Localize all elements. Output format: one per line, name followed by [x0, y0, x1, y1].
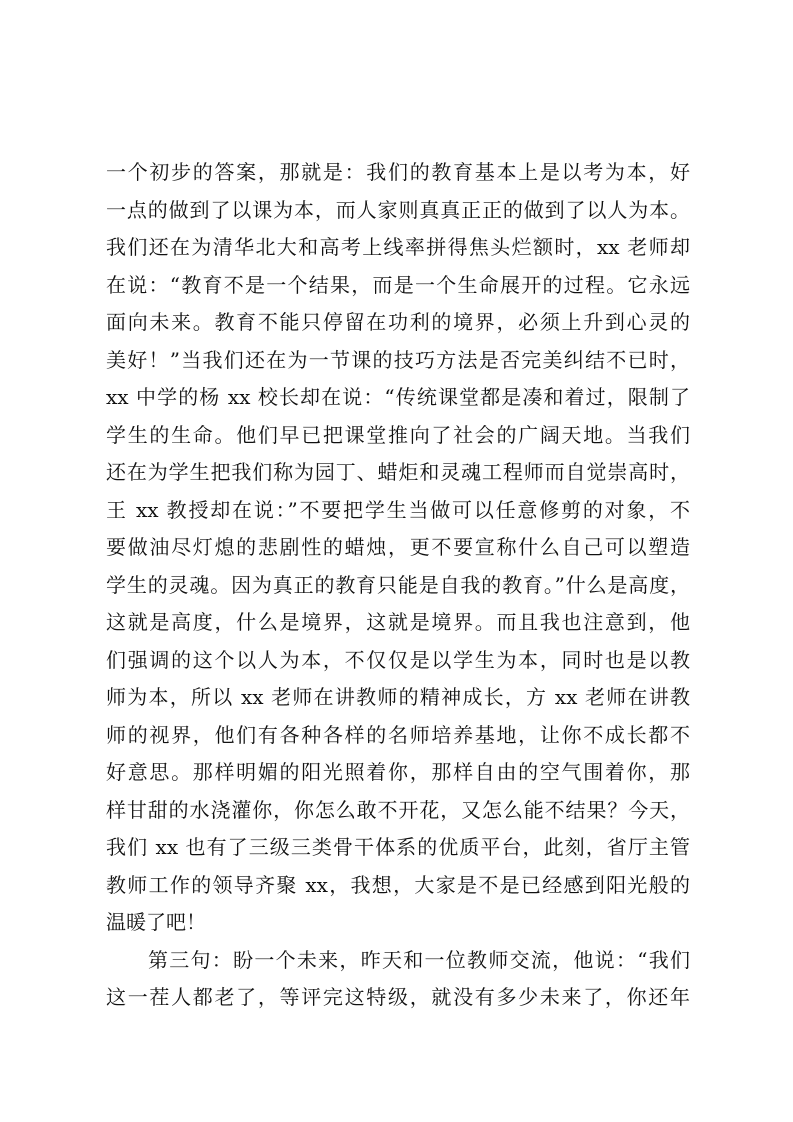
text-line: 还在为学生把我们称为园丁、蜡炬和灵魂工程师而自觉崇高时，	[106, 460, 690, 484]
text-line: 们强调的这个以人为本，不仅仅是以学生为本，同时也是以教	[106, 647, 690, 672]
paragraph-end-line: 温暖了吧！	[106, 910, 206, 934]
text-line: 学生的灵魂。因为真正的教育只能是自我的教育。”什么是高度，	[106, 572, 690, 597]
text-line: 师的视界，他们有各种各样的名师培养基地，让你不成长都不	[106, 722, 690, 747]
text-line: 要做油尽灯熄的悲剧性的蜡烛，更不要宣称什么自己可以塑造	[106, 535, 690, 559]
text-line: 一点的做到了以课为本，而人家则真真正正的做到了以人为本。	[106, 197, 690, 222]
text-line: 这就是高度，什么是境界，这就是境界。而且我也注意到，他	[106, 610, 690, 634]
text-line: 面向未来。教育不能只停留在功利的境界，必须上升到心灵的	[106, 310, 690, 334]
text-line: 美好！”当我们还在为一节课的技巧方法是否完美纠结不已时，	[106, 347, 690, 372]
text-line: 这一茬人都老了，等评完这特级，就没有多少未来了，你还年	[106, 985, 690, 1009]
text-line: 我们还在为清华北大和高考上线率拼得焦头烂额时，xx 老师却	[106, 235, 690, 259]
body-text	[106, 154, 690, 1017]
text-line: 教师工作的领导齐聚 xx，我想，大家是不是已经感到阳光般的	[106, 872, 690, 897]
text-line: 学生的生命。他们早已把课堂推向了社会的广阔天地。当我们	[106, 422, 690, 447]
text-line: 好意思。那样明媚的阳光照着你，那样自由的空气围着你，那	[106, 760, 690, 784]
text-line: 一个初步的答案，那就是：我们的教育基本上是以考为本，好	[106, 160, 690, 184]
text-line: xx 中学的杨 xx 校长却在说：“传统课堂都是凑和着过，限制了	[106, 385, 690, 409]
text-line: 师为本，所以 xx 老师在讲教师的精神成长，方 xx 老师在讲教	[106, 685, 690, 709]
paragraph-start-line: 第三句：盼一个未来，昨天和一位教师交流，他说：“我们	[148, 947, 690, 972]
text-line: 王 xx 教授却在说：”不要把学生当做可以任意修剪的对象，不	[106, 497, 690, 522]
text-line: 我们 xx 也有了三级三类骨干体系的优质平台，此刻，省厅主管	[106, 835, 690, 859]
text-line: 在说：“教育不是一个结果，而是一个生命展开的过程。它永远	[106, 272, 690, 297]
text-line: 样甘甜的水浇灌你，你怎么敢不开花，又怎么能不结果？今天，	[106, 797, 690, 822]
